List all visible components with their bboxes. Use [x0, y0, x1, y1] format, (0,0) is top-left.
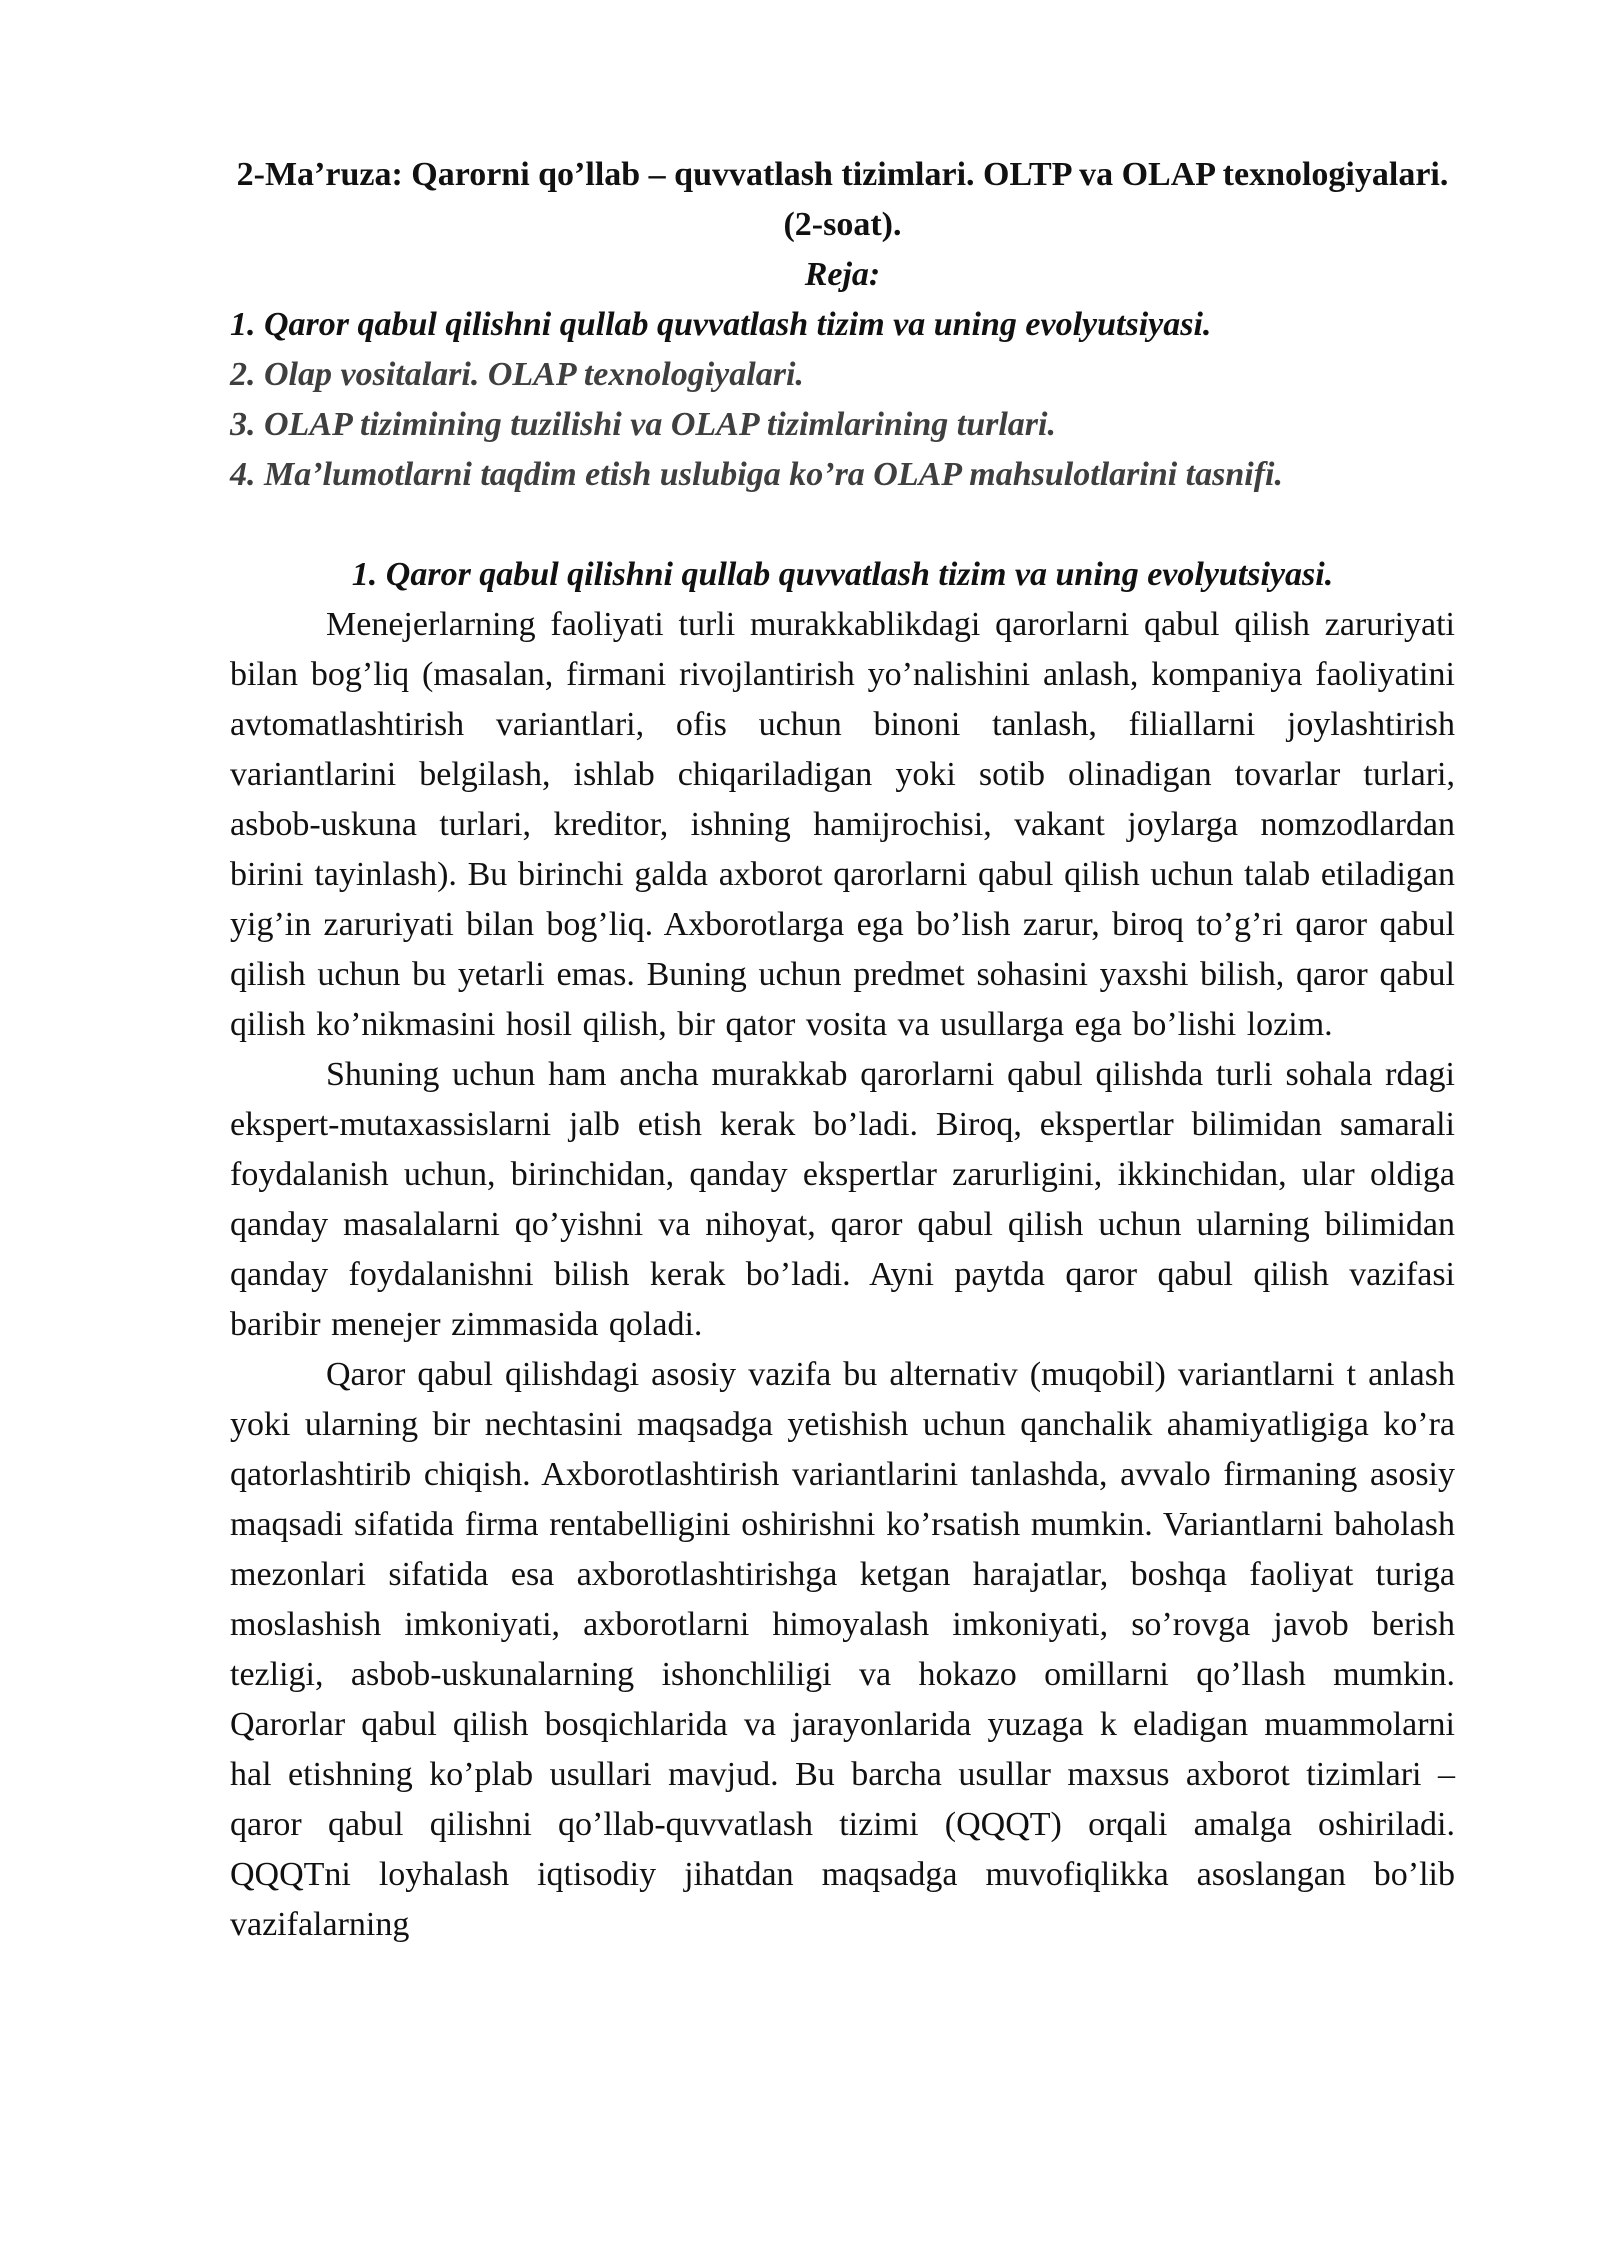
paragraph-1: Menejerlarning faoliyati turli murakkablikdagi qarorlarni qabul qilish zaruriyati bilan bog’liq (masalan, firmani rivojlantirish yo’nalishini anlash, kompaniya faoliyatini avtomatlashtirish variantlari, ofis uchun binoni tanlash, filiallarni joylashtirish variantlarini belgilash, ishlab chiqariladigan yoki sotib olinadigan tovarlar turlari, asbob-uskuna turlari, kreditor, ishning hamijrochisi, vakant joylarga nomzodlardan birini tayinlash). Bu birinchi galda axborot qarorlarni qabul qilish uchun talab etiladigan yig’in zaruriyati bilan bog’liq. Axborotlarga ega bo’lish zarur, biroq to’g’ri qaror qabul qilish uchun bu yetarli emas. Buning uchun predmet sohasini yaxshi bilish, qaror qabul qilish ko’nikmasini hosil qilish, bir qator vosita va usullarga ega bo’lishi lozim.	[230, 606, 1455, 1043]
plan-item-3: 3. OLAP tizimining tuzilishi va OLAP tizimlarining turlari.	[230, 406, 1056, 443]
plan-item-4: 4. Ma’lumotlarni taqdim etish uslubiga ko’ra OLAP mahsulotlarini tasnifi.	[230, 456, 1283, 493]
document-page	[230, 150, 1455, 1950]
paragraph-2: Shuning uchun ham ancha murakkab qarorlarni qabul qilishda turli sohala rdagi ekspert-mutaxassislarni jalb etish kerak bo’ladi. Biroq, ekspertlar bilimidan samarali foydalanish uchun, birinchidan, qanday ekspertlar zarurligini, ikkinchidan, ular oldiga qanday masalalarni qo’yishni va nihoyat, qaror qabul qilish uchun ularning bilimidan qanday foydalanishni bilish kerak bo’ladi. Ayni paytda qaror qabul qilish vazifasi baribir menejer zimmasida qoladi.	[230, 1056, 1455, 1343]
plan-item-1: 1. Qaror qabul qilishni qullab quvvatlash tizim va uning evolyutsiyasi.	[230, 306, 1212, 343]
plan-heading: Reja:	[804, 256, 881, 293]
section-heading: 1. Qaror qabul qilishni qullab quvvatlash tizim va uning evolyutsiyasi.	[351, 556, 1334, 593]
plan-item-2: 2. Olap vositalari. OLAP texnologiyalari.	[230, 356, 804, 393]
paragraph-3: Qaror qabul qilishdagi asosiy vazifa bu alternativ (muqobil) variantlarni t anlash yoki ularning bir nechtasini maqsadga yetishish uchun qanchalik ahamiyatligiga ko’ra qatorlashtirib chiqish. Axborotlashtirish variantlarini tanlashda, avvalo firmaning asosiy maqsadi sifatida firma rentabelligini oshirishni ko’rsatish mumkin. Variantlarni baholash mezonlari sifatida esa axborotlashtirishga ketgan harajatlar, boshqa faoliyat turiga moslashish imkoniyati, axborotlarni himoyalash imkoniyati, so’rovga javob berish tezligi, asbob-uskunalarning ishonchliligi va hokazo omillarni qo’llash mumkin. Qarorlar qabul qilish bosqichlarida va jarayonlarida yuzaga k eladigan muammolarni hal etishning ko’plab usullari mavjud. Bu barcha usullar maxsus axborot tizimlari – qaror qabul qilishni qo’llab-quvvatlash tizimi (QQQT) orqali amalga oshiriladi. QQQTni loyhalash iqtisodiy jihatdan maqsadga muvofiqlikka asoslangan bo’lib vazifalarning	[230, 1356, 1455, 1943]
plan-list	[230, 300, 1455, 500]
lecture-title: 2-Ma’ruza: Qarorni qo’llab – quvvatlash tizimlari. OLTP va OLAP texnologiyalari. (2-soat).	[236, 156, 1449, 243]
